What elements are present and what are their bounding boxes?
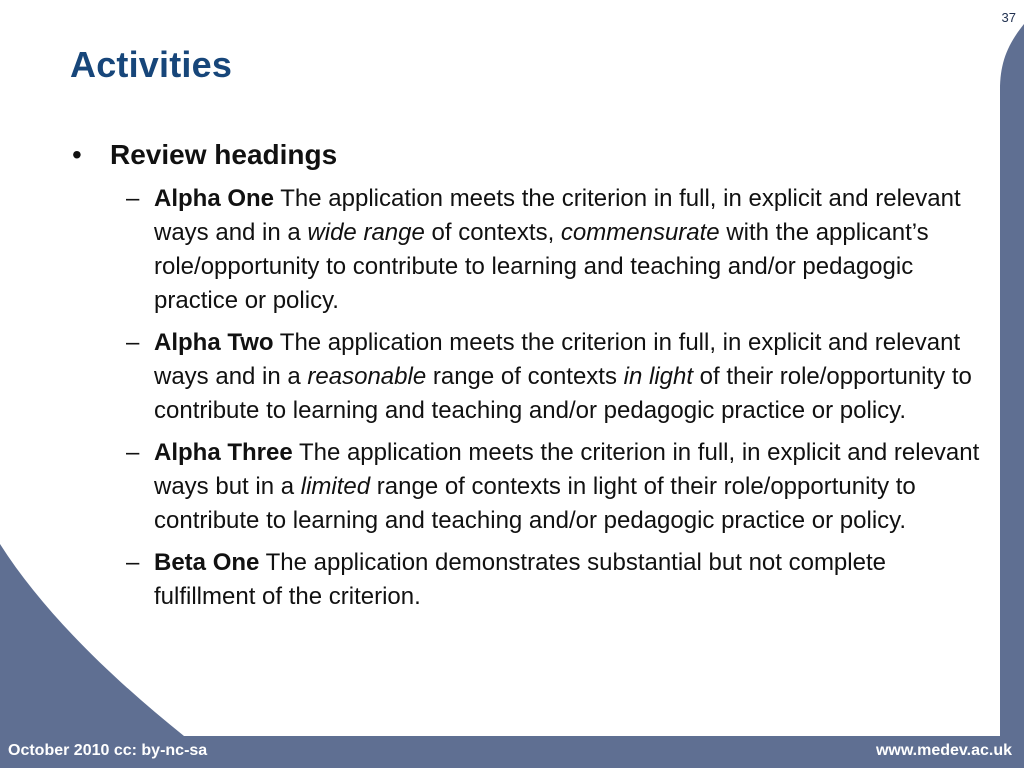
heading-list	[72, 182, 1002, 614]
item-term: Alpha One	[154, 185, 275, 212]
footer-right: www.medev.ac.uk	[875, 742, 1012, 759]
item-text: The application meets the criterion in full, in explicit and relevant ways but in a	[154, 439, 980, 500]
page-number: 37	[1001, 10, 1016, 25]
dash-icon: –	[126, 329, 140, 356]
item-term: Beta One	[154, 549, 260, 576]
list-item	[126, 182, 984, 318]
dash-icon: –	[126, 439, 140, 466]
dash-icon: –	[126, 185, 140, 212]
list-item	[126, 326, 984, 428]
item-emphasis: limited	[300, 473, 371, 500]
list-item-text	[154, 436, 984, 538]
item-text: range of contexts	[426, 363, 624, 390]
item-text: with the applicant’s role/opportunity to contribute to learning and teaching and/or pedagogic practice or policy.	[154, 219, 929, 314]
bullet-heading: Review headings	[110, 139, 338, 170]
item-term: Alpha Two	[154, 329, 274, 356]
footer-left: October 2010 cc: by-nc-sa	[8, 742, 208, 759]
list-item	[126, 546, 984, 614]
item-text: of contexts,	[424, 219, 561, 246]
item-emphasis: reasonable	[307, 363, 427, 390]
item-text: The application meets the criterion in full, in explicit and relevant ways and in a	[154, 329, 961, 390]
item-term: Alpha Three	[154, 439, 293, 466]
dash-icon: –	[126, 549, 140, 576]
item-emphasis: in light	[623, 363, 694, 390]
item-text: of their role/opportunity to contribute to learning and teaching and/or pedagogic practice or policy.	[154, 363, 972, 424]
item-text: The application demonstrates substantial but not complete fulfillment of the criterion.	[154, 549, 886, 610]
item-text: The application meets the criterion in full, in explicit and relevant ways and in a	[154, 185, 961, 246]
bullet-row	[72, 138, 1002, 178]
list-item-text	[154, 326, 984, 428]
bullet-dot-icon: •	[72, 139, 82, 170]
slide-content	[72, 138, 1002, 614]
page-title: Activities	[70, 44, 233, 85]
item-emphasis: wide range	[307, 219, 425, 246]
item-emphasis: commensurate	[560, 219, 720, 246]
list-item-text	[154, 182, 984, 318]
list-item	[126, 436, 984, 538]
item-text: range of contexts in light of their role/opportunity to contribute to learning and teaching and/or pedagogic practice or policy.	[154, 473, 916, 534]
list-item-text	[154, 546, 984, 614]
